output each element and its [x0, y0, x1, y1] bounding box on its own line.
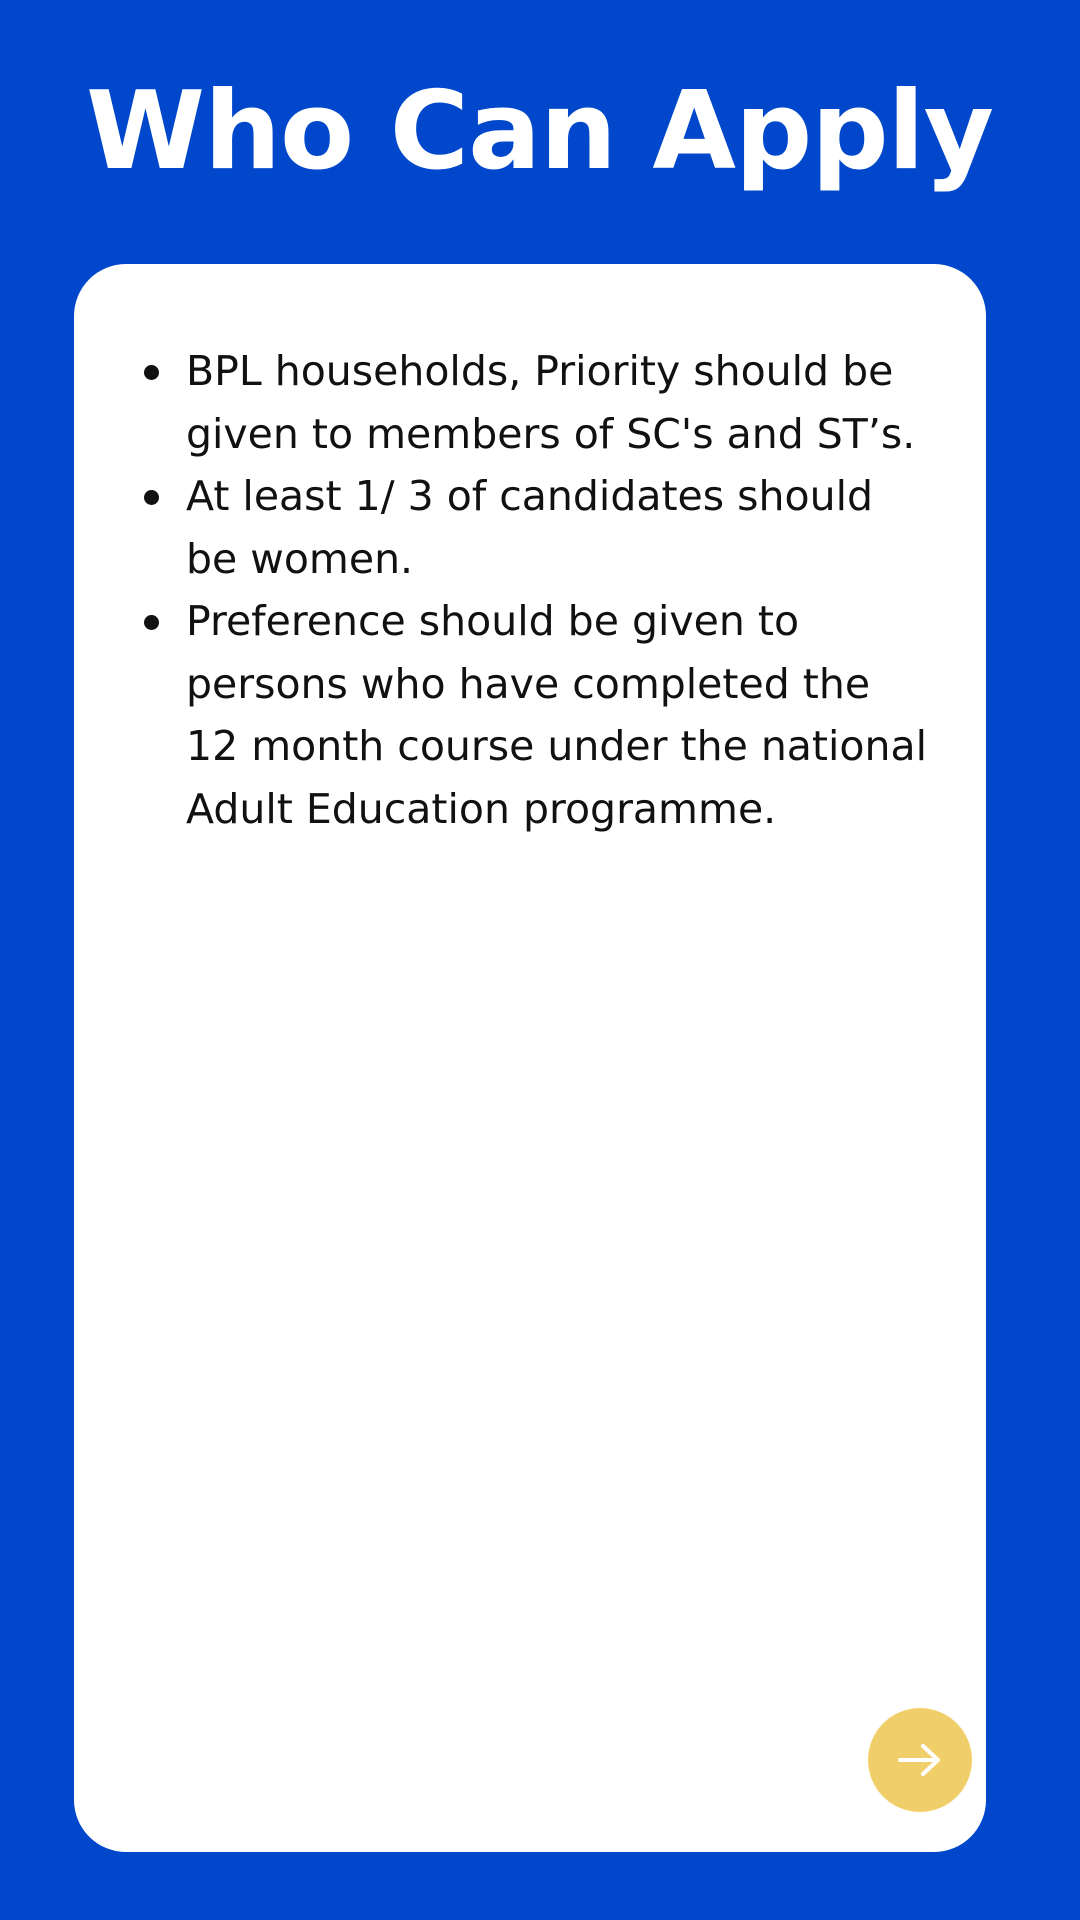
- bullet-icon: [144, 615, 159, 630]
- next-button[interactable]: [868, 1708, 972, 1812]
- bullet-icon: [144, 490, 159, 505]
- list-item-text: given to members of SC's and ST’s.: [186, 409, 916, 458]
- list-item-text: 12 month course under the national: [186, 722, 927, 770]
- list-item: [74, 590, 934, 840]
- list-item-text: Preference should be given to: [186, 597, 800, 645]
- content-card: [74, 264, 986, 1852]
- list-item-text: be women.: [186, 534, 414, 583]
- list-item: [74, 340, 934, 465]
- list-item: [74, 465, 934, 590]
- eligibility-list: [74, 340, 934, 840]
- bullet-icon: [144, 365, 159, 380]
- list-item-text: At least 1/ 3 of candidates should: [186, 472, 873, 520]
- arrow-right-icon: [898, 1742, 942, 1778]
- list-item-text: Adult Education programme.: [186, 784, 777, 833]
- list-item-text: persons who have completed the: [186, 659, 871, 708]
- list-item-text: BPL households, Priority should be: [186, 347, 894, 395]
- page-title: Who Can Apply: [86, 69, 994, 194]
